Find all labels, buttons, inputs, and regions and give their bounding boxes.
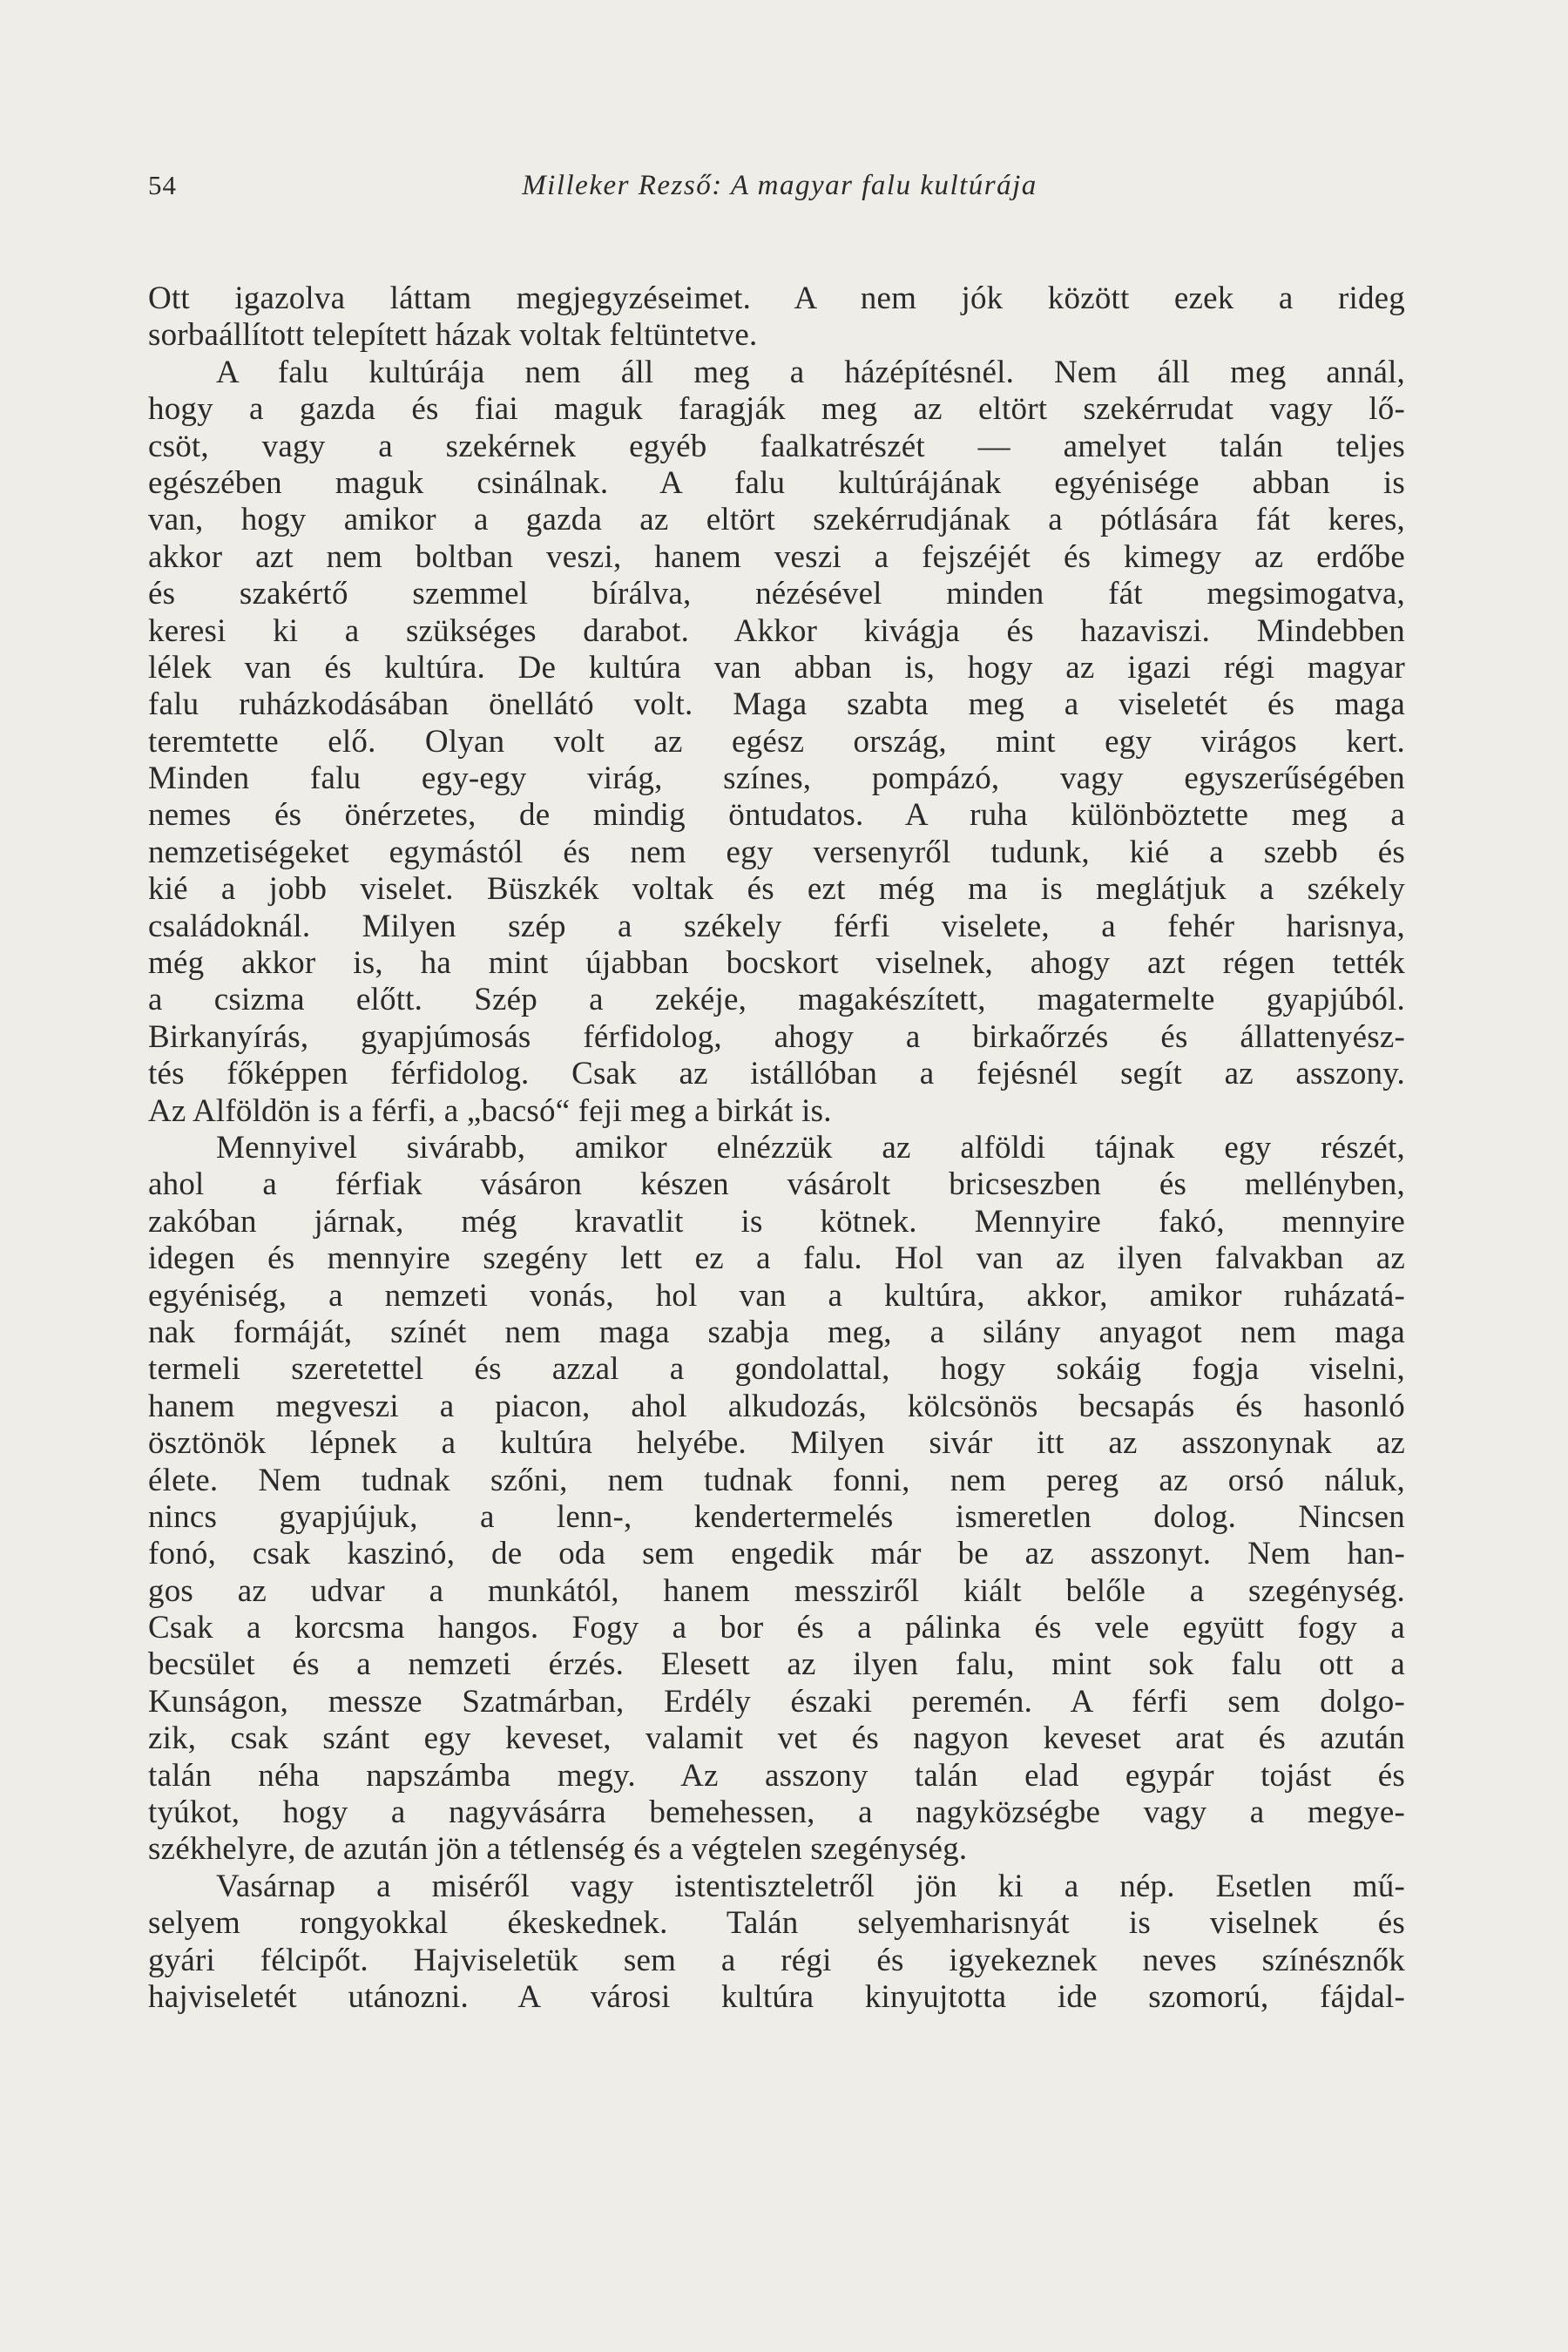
running-head: Milleker Rezső: A magyar falu kultúrája — [522, 170, 1037, 201]
text-line: egyéniség, a nemzeti vonás, hol van a kultúra, akkor, amikor ruházatá- — [148, 1277, 1405, 1314]
text-line: termeli szeretettel és azzal a gondolattal, hogy sokáig fogja viselni, — [148, 1351, 1405, 1388]
text-line: teremtette elő. Olyan volt az egész ország, mint egy virágos kert. — [148, 723, 1405, 760]
page-header — [148, 170, 1411, 213]
text-line: nincs gyapjújuk, a lenn-, kendertermelés ismeretlen dolog. Nincsen — [148, 1498, 1405, 1535]
text-line: tyúkot, hogy a nagyvásárra bemehessen, a nagyközségbe vagy a megye- — [148, 1794, 1405, 1831]
text-line: sorbaállított telepített házak voltak feltüntetve. — [148, 317, 758, 354]
text-line: Ott igazolva láttam megjegyzéseimet. A nem jók között ezek a rideg — [148, 280, 1405, 316]
text-line: hanem megveszi a piacon, ahol alkudozás, kölcsönös becsapás és hasonló — [148, 1388, 1405, 1424]
text-line: csöt, vagy a szekérnek egyéb faalkatrészét — amelyet talán teljes — [148, 428, 1405, 464]
text-line: nemes és önérzetes, de mindig öntudatos. A ruha különböztette meg a — [148, 797, 1405, 834]
text-line: zik, csak szánt egy keveset, valamit vet és nagyon keveset arat és azután — [148, 1720, 1405, 1757]
text-line: családoknál. Milyen szép a székely férfi viselete, a fehér harisnya, — [148, 908, 1405, 944]
text-line: a csizma előtt. Szép a zekéje, magakészített, magatermelte gyapjúból. — [148, 982, 1405, 1018]
text-line: nak formáját, színét nem maga szabja meg, a silány anyagot nem maga — [148, 1314, 1405, 1350]
text-line: Minden falu egy-egy virág, színes, pompázó, vagy egyszerűségében — [148, 760, 1405, 797]
text-line: Az Alföldön is a férfi, a „bacsó“ feji meg a birkát is. — [148, 1092, 832, 1129]
page-number: 54 — [148, 170, 177, 200]
text-line: fonó, csak kaszinó, de oda sem engedik már be az asszonyt. Nem han- — [148, 1536, 1405, 1572]
text-line: hogy a gazda és fiai maguk faragják meg az eltört szekérrudat vagy lő- — [148, 391, 1405, 428]
text-line: ahol a férfiak vásáron készen vásárolt bricseszben és mellényben, — [148, 1166, 1405, 1203]
text-line: hajviseletét utánozni. A városi kultúra kinyujtotta ide szomorú, fájdal- — [148, 1978, 1405, 2015]
text-line: gyári félcipőt. Hajviseletük sem a régi és igyekeznek neves színésznők — [148, 1942, 1405, 1978]
text-line: akkor azt nem boltban veszi, hanem veszi a fejszéjét és kimegy az erdőbe — [148, 538, 1405, 575]
text-line: Birkanyírás, gyapjúmosás férfidolog, ahogy a birkaőrzés és állattenyész- — [148, 1018, 1405, 1055]
text-line: Mennyivel sivárabb, amikor elnézzük az alföldi tájnak egy részét, — [216, 1129, 1405, 1166]
text-line: talán néha napszámba megy. Az asszony talán elad egypár tojást és — [148, 1757, 1405, 1794]
text-line: lélek van és kultúra. De kultúra van abban is, hogy az igazi régi magyar — [148, 649, 1405, 686]
text-line: élete. Nem tudnak szőni, nem tudnak fonni, nem pereg az orsó náluk, — [148, 1462, 1405, 1498]
text-line: becsület és a nemzeti érzés. Elesett az ilyen falu, mint sok falu ott a — [148, 1646, 1405, 1683]
text-line: Kunságon, messze Szatmárban, Erdély északi peremén. A férfi sem dolgo- — [148, 1683, 1405, 1720]
text-line: egészében maguk csinálnak. A falu kultúrájának egyénisége abban is — [148, 464, 1405, 501]
text-line: és szakértő szemmel bírálva, nézésével minden fát megsimogatva, — [148, 576, 1405, 612]
text-line: selyem rongyokkal ékeskednek. Talán selyemharisnyát is viselnek és — [148, 1905, 1405, 1942]
text-line: gos az udvar a munkától, hanem messziről kiált belőle a szegénység. — [148, 1572, 1405, 1609]
text-line: székhelyre, de azután jön a tétlenség és a végtelen szegénység. — [148, 1831, 968, 1868]
text-line: még akkor is, ha mint újabban bocskort viselnek, ahogy azt régen tették — [148, 945, 1405, 982]
text-line: nemzetiségeket egymástól és nem egy versenyről tudunk, kié a szebb és — [148, 834, 1405, 870]
text-line: van, hogy amikor a gazda az eltört szekérrudjának a pótlására fát keres, — [148, 502, 1405, 538]
text-line: zakóban járnak, még kravatlit is kötnek. Mennyire fakó, mennyire — [148, 1203, 1405, 1240]
text-line: Csak a korcsma hangos. Fogy a bor és a pálinka és vele együtt fogy a — [148, 1610, 1405, 1646]
text-line: falu ruházkodásában önellátó volt. Maga szabta meg a viseletét és maga — [148, 686, 1405, 723]
text-line: ösztönök lépnek a kultúra helyébe. Milyen sivár itt az asszonynak az — [148, 1425, 1405, 1462]
body-text — [148, 280, 1405, 2016]
text-line: tés főképpen férfidolog. Csak az istállóban a fejésnél segít az asszony. — [148, 1056, 1405, 1092]
text-line: kié a jobb viselet. Büszkék voltak és ezt még ma is meglátjuk a székely — [148, 871, 1405, 908]
text-line: keresi ki a szükséges darabot. Akkor kivágja és hazaviszi. Mindebben — [148, 612, 1405, 649]
text-line: A falu kultúrája nem áll meg a házépítésnél. Nem áll meg annál, — [216, 354, 1405, 390]
text-line: idegen és mennyire szegény lett ez a falu. Hol van az ilyen falvakban az — [148, 1240, 1405, 1277]
text-line: Vasárnap a miséről vagy istentiszteletről jön ki a nép. Esetlen mű- — [216, 1868, 1405, 1904]
